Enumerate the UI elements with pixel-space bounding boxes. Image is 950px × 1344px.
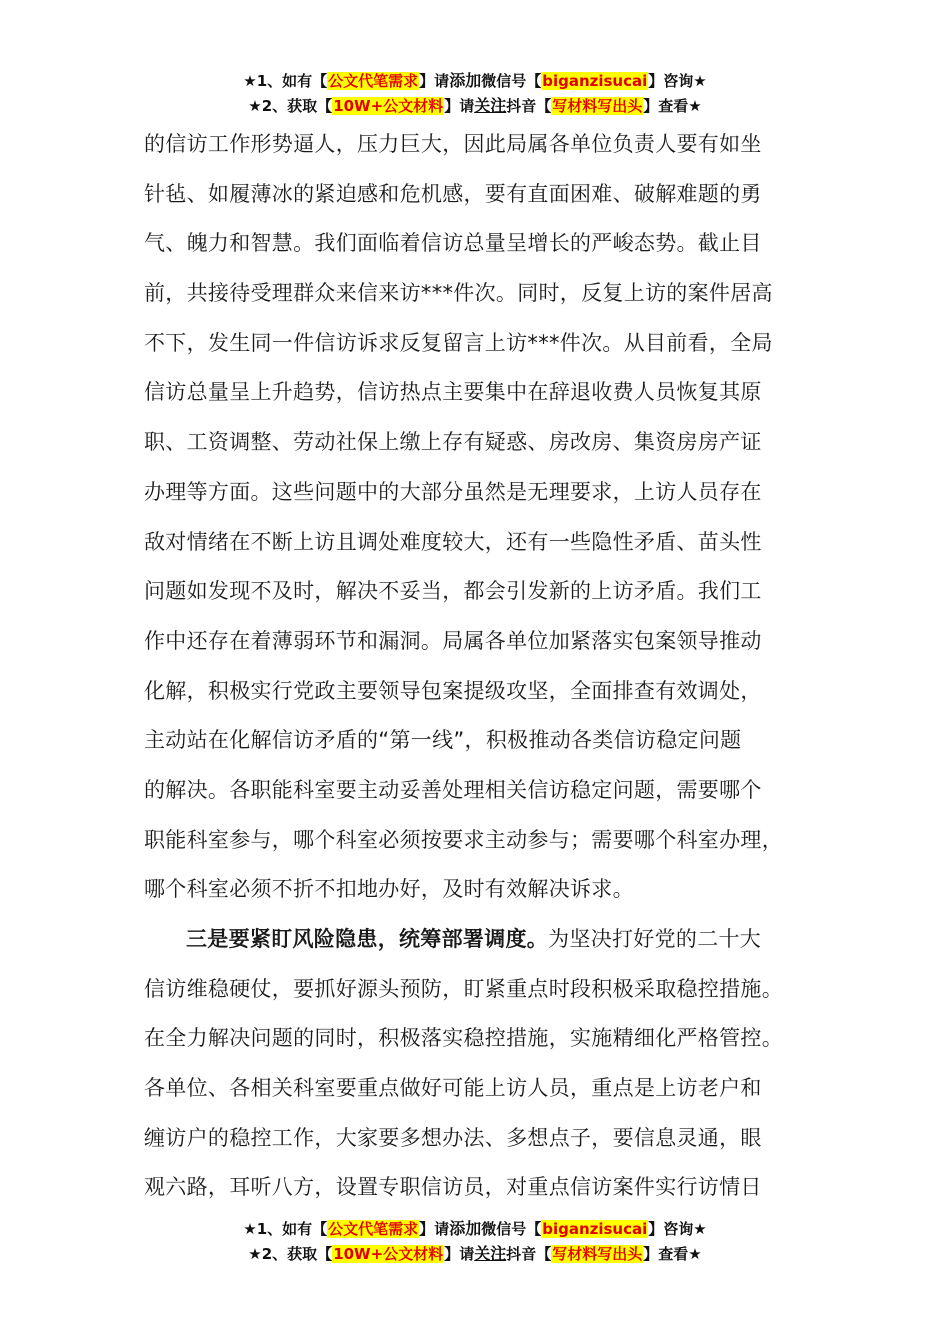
highlight-text: 公文代笔需求 xyxy=(328,1220,419,1238)
banner-text: 】请 xyxy=(444,97,475,115)
text-line: 不下，发生同一件信访诉求反复留言上访***件次。从目前看，全局 xyxy=(144,330,773,355)
banner-text: 】查看★ xyxy=(643,1245,702,1263)
banner-text: 】查看★ xyxy=(643,97,702,115)
text-line: 职、工资调整、劳动社保上缴上存有疑惑、房改房、集资房房产证 xyxy=(144,430,762,455)
footer-banner xyxy=(0,1216,950,1266)
banner-text: 抖音【 xyxy=(506,1245,552,1263)
douyin-id: 写材料写出头 xyxy=(552,1245,643,1263)
text-line: 敌对情绪在不断上访且调处难度较大，还有一些隐性矛盾、苗头性 xyxy=(144,529,762,554)
text-line: 问题如发现不及时，解决不妥当，都会引发新的上访矛盾。我们工 xyxy=(144,579,762,604)
text-line: 主动站在化解信访矛盾的“第一线”，积极推动各类信访稳定问题 xyxy=(144,728,742,753)
text-line: 缠访户的稳控工作，大家要多想办法、多想点子，要信息灵通，眼 xyxy=(144,1125,762,1150)
banner-text: 】咨询★ xyxy=(648,1220,707,1238)
text-line: 前，共接待受理群众来信来访***件次。同时，反复上访的案件居高 xyxy=(144,281,773,306)
banner-text: 】请 xyxy=(419,1220,450,1238)
header-banner xyxy=(0,68,950,118)
paragraph-heading: 三是要紧盯风险隐患，统筹部署调度。 xyxy=(186,927,549,951)
banner-text: 微信号【 xyxy=(481,72,542,90)
banner-line-2 xyxy=(0,1241,950,1266)
banner-line-1 xyxy=(0,68,950,93)
banner-line-1 xyxy=(0,1216,950,1241)
wechat-id: biganzisucai xyxy=(542,72,648,90)
document-body xyxy=(144,120,812,1213)
banner-text: 微信号【 xyxy=(481,1220,542,1238)
banner-text: ★2、获取【 xyxy=(248,97,333,115)
banner-text: 关注 xyxy=(474,1244,507,1263)
banner-text: ★2、获取【 xyxy=(248,1245,333,1263)
banner-line-2 xyxy=(0,93,950,118)
douyin-id: 写材料写出头 xyxy=(552,97,643,115)
text-line: 的信访工作形势逼人，压力巨大，因此局属各单位负责人要有如坐 xyxy=(144,132,762,156)
text-line: 的解决。各职能科室要主动妥善处理相关信访稳定问题，需要哪个 xyxy=(144,777,762,802)
banner-text: 】咨询★ xyxy=(648,72,707,90)
text-line: 作中还存在着薄弱环节和漏洞。局属各单位加紧落实包案领导推动 xyxy=(144,628,762,653)
text-line: 气、魄力和智慧。我们面临着信访总量呈增长的严峻态势。截止目 xyxy=(144,231,762,256)
banner-text: 添加 xyxy=(449,1219,482,1238)
text-line: 信访维稳硬仗，要抓好源头预防，盯紧重点时段积极采取稳控措施。 xyxy=(144,976,783,1001)
banner-text: 】请 xyxy=(444,1245,475,1263)
highlight-text: 10W+公文材料 xyxy=(333,97,444,115)
text-line: 办理等方面。这些问题中的大部分虽然是无理要求，上访人员存在 xyxy=(144,479,762,504)
banner-text: 】请 xyxy=(419,72,450,90)
highlight-text: 10W+公文材料 xyxy=(333,1245,444,1263)
text-fragment: 为坚决打好党的二十大 xyxy=(548,927,762,951)
banner-text: ★1、如有【 xyxy=(243,72,328,90)
text-line: 化解，积极实行党政主要领导包案提级攻坚，全面排查有效调处， xyxy=(144,678,762,703)
text-line: 职能科室参与，哪个科室必须按要求主动参与；需要哪个科室办理， xyxy=(144,827,783,852)
text-line: 各单位、各相关科室要重点做好可能上访人员，重点是上访老户和 xyxy=(144,1076,762,1101)
banner-text: ★1、如有【 xyxy=(243,1220,328,1238)
paragraph-heading-line xyxy=(144,915,812,965)
text-line: 观六路，耳听八方，设置专职信访员，对重点信访案件实行访情日 xyxy=(144,1175,762,1200)
banner-text: 关注 xyxy=(474,96,507,115)
text-line: 在全力解决问题的同时，积极落实稳控措施，实施精细化严格管控。 xyxy=(144,1026,783,1051)
highlight-text: 公文代笔需求 xyxy=(328,72,419,90)
banner-text: 抖音【 xyxy=(506,97,552,115)
text-line: 哪个科室必须不折不扣地办好，及时有效解决诉求。 xyxy=(144,877,634,902)
text-line: 针毡、如履薄冰的紧迫感和危机感，要有直面困难、破解难题的勇 xyxy=(144,181,762,206)
banner-text: 添加 xyxy=(449,71,482,90)
text-line: 信访总量呈上升趋势，信访热点主要集中在辞退收费人员恢复其原 xyxy=(144,380,762,405)
wechat-id: biganzisucai xyxy=(542,1220,648,1238)
